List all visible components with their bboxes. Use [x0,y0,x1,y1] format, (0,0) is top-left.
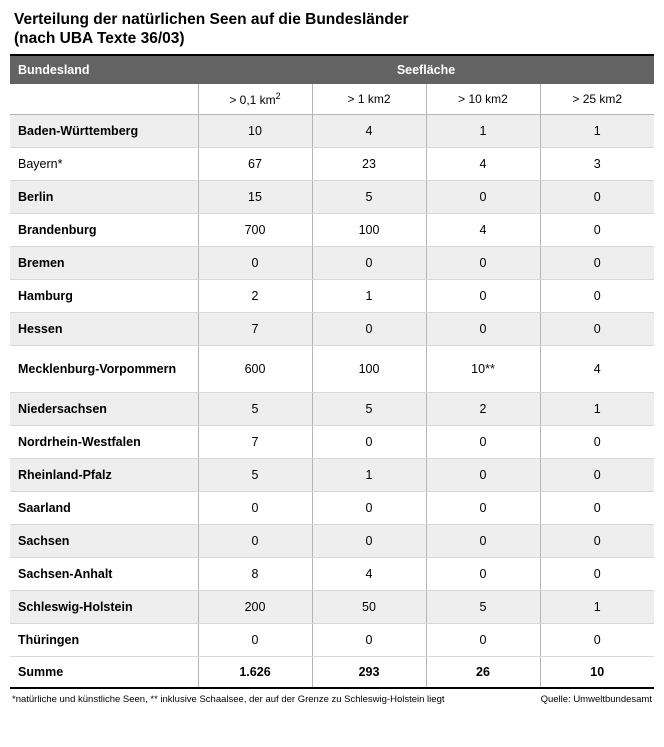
row-state-name: Bayern* [10,148,198,181]
row-value-col4: 1 [540,393,654,426]
row-value-col1: 0 [198,492,312,525]
table-row [10,313,654,346]
row-value-col3: 0 [426,313,540,346]
row-value-col4: 0 [540,247,654,280]
row-value-col4: 0 [540,426,654,459]
row-state-name: Niedersachsen [10,393,198,426]
row-value-col3: 4 [426,148,540,181]
lakes-table [10,56,654,689]
table-subheader-row [10,84,654,115]
page-title-line1: Verteilung der natürlichen Seen auf die Bundesländer [14,11,409,28]
row-state-name: Sachsen [10,525,198,558]
row-value-col1: 7 [198,426,312,459]
row-value-col4: 0 [540,492,654,525]
row-value-col4: 3 [540,148,654,181]
row-value-col2: 4 [312,558,426,591]
table-row [10,280,654,313]
footer [10,689,654,705]
row-value-col1: 5 [198,459,312,492]
source-text: Quelle: Umweltbundesamt [540,694,652,705]
subheader-col-3: > 10 km2 [426,84,540,115]
row-state-name: Rheinland-Pfalz [10,459,198,492]
row-value-col2: 0 [312,426,426,459]
table-row [10,214,654,247]
row-state-name: Berlin [10,181,198,214]
row-value-col1: 7 [198,313,312,346]
row-value-col4: 0 [540,214,654,247]
row-state-name: Schleswig-Holstein [10,591,198,624]
row-value-col1: 600 [198,346,312,393]
row-value-col1: 15 [198,181,312,214]
row-value-col3: 0 [426,492,540,525]
footnote-text: *natürliche und künstliche Seen, ** inklusive Schaalsee, der auf der Grenze zu Schleswig-Holstein liegt [12,694,445,705]
row-value-col3: 0 [426,181,540,214]
row-value-col4: 0 [540,313,654,346]
table-header-band [10,56,654,84]
row-value-col3: 0 [426,624,540,657]
table-row [10,459,654,492]
table-row [10,492,654,525]
table-row [10,591,654,624]
row-value-col2: 0 [312,624,426,657]
row-value-col2: 4 [312,115,426,148]
table-row [10,247,654,280]
row-value-col1: 10 [198,115,312,148]
row-value-col1: 200 [198,591,312,624]
title-block [10,0,654,56]
row-value-col1: 700 [198,214,312,247]
row-value-col3: 0 [426,280,540,313]
row-value-col1: 0 [198,525,312,558]
row-value-col1: 2 [198,280,312,313]
row-state-name: Baden-Württemberg [10,115,198,148]
row-state-name: Saarland [10,492,198,525]
row-value-col2: 5 [312,393,426,426]
subheader-col-1-label: > 0,1 km [229,93,276,107]
row-state-name: Bremen [10,247,198,280]
table-row [10,558,654,591]
row-value-col3: 10** [426,346,540,393]
row-value-col2: 23 [312,148,426,181]
row-value-col3: 0 [426,247,540,280]
subheader-col-4: > 25 km2 [540,84,654,115]
table-row [10,115,654,148]
subheader-col-1 [198,84,312,115]
row-value-col2: 0 [312,525,426,558]
row-value-col2: 50 [312,591,426,624]
row-value-col2: 100 [312,346,426,393]
row-value-col3: 0 [426,525,540,558]
row-value-col1: 67 [198,148,312,181]
row-state-name: Mecklenburg-Vorpommern [10,346,198,393]
subheader-spacer [10,84,198,115]
row-state-name: Brandenburg [10,214,198,247]
table-row [10,426,654,459]
row-value-col2: 100 [312,214,426,247]
row-value-col2: 0 [312,492,426,525]
row-value-col4: 1 [540,591,654,624]
row-value-col3: 0 [426,426,540,459]
summary-value-col3: 26 [426,657,540,689]
row-value-col2: 1 [312,280,426,313]
table-row [10,181,654,214]
row-value-col3: 1 [426,115,540,148]
row-value-col3: 4 [426,214,540,247]
row-value-col2: 1 [312,459,426,492]
row-value-col4: 0 [540,181,654,214]
table-row [10,393,654,426]
row-value-col3: 5 [426,591,540,624]
row-value-col4: 0 [540,459,654,492]
row-value-col1: 5 [198,393,312,426]
row-value-col2: 0 [312,313,426,346]
table-header [10,56,654,115]
row-value-col4: 0 [540,624,654,657]
subheader-col-2: > 1 km2 [312,84,426,115]
row-state-name: Sachsen-Anhalt [10,558,198,591]
row-value-col2: 5 [312,181,426,214]
table-row [10,346,654,393]
table-row [10,525,654,558]
row-value-col1: 0 [198,247,312,280]
row-value-col4: 0 [540,525,654,558]
row-value-col1: 8 [198,558,312,591]
summary-label: Summe [10,657,198,689]
page-title-line2: (nach UBA Texte 36/03) [14,30,185,47]
row-state-name: Nordrhein-Westfalen [10,426,198,459]
row-value-col2: 0 [312,247,426,280]
table-row [10,624,654,657]
summary-value-col2: 293 [312,657,426,689]
row-value-col3: 2 [426,393,540,426]
column-group-header-seeflaeche: Seefläche [198,56,654,84]
subheader-col-1-sup: 2 [275,91,281,101]
row-value-col4: 4 [540,346,654,393]
summary-value-col4: 10 [540,657,654,689]
table-body [10,115,654,689]
row-value-col4: 1 [540,115,654,148]
row-state-name: Hamburg [10,280,198,313]
column-header-bundesland: Bundesland [10,56,198,84]
row-value-col4: 0 [540,280,654,313]
row-value-col3: 0 [426,558,540,591]
row-value-col3: 0 [426,459,540,492]
row-value-col4: 0 [540,558,654,591]
table-summary-row [10,657,654,689]
row-state-name: Thüringen [10,624,198,657]
row-state-name: Hessen [10,313,198,346]
table-row [10,148,654,181]
row-value-col1: 0 [198,624,312,657]
summary-value-col1: 1.626 [198,657,312,689]
